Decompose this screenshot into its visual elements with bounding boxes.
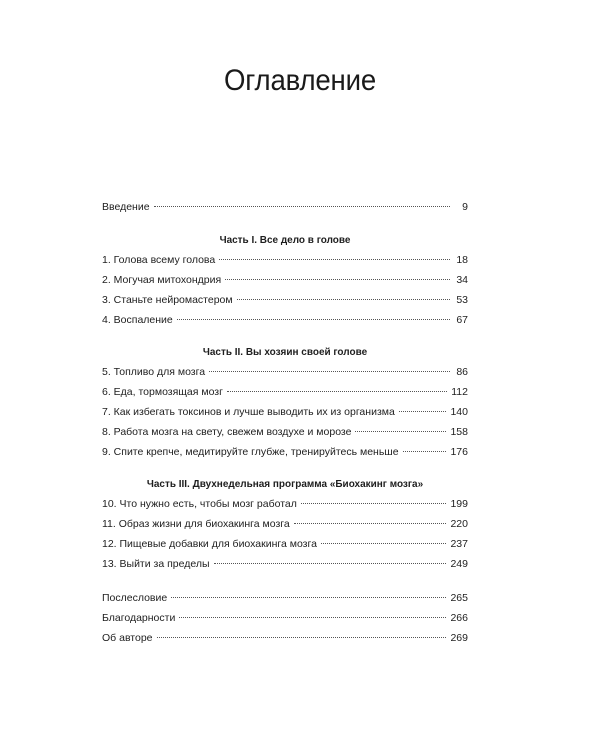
toc-page-number: 266 bbox=[450, 612, 468, 624]
toc-page-number: 86 bbox=[456, 366, 468, 378]
dot-leader bbox=[403, 451, 447, 452]
toc-entry-label: 3. Станьте нейромастером bbox=[102, 294, 233, 306]
dot-leader bbox=[301, 503, 447, 504]
toc-entry-back-matter bbox=[102, 588, 468, 608]
toc-entry-chapter bbox=[102, 382, 468, 402]
dot-leader bbox=[294, 523, 447, 524]
dot-leader bbox=[237, 299, 450, 300]
toc-page-number: 53 bbox=[456, 294, 468, 306]
toc-entry-back-matter bbox=[102, 608, 468, 628]
dot-leader bbox=[219, 259, 450, 260]
dot-leader bbox=[171, 597, 446, 598]
toc-entry-label: 9. Спите крепче, медитируйте глубже, тренируйтесь меньше bbox=[102, 446, 399, 458]
toc-entry-label: 1. Голова всему голова bbox=[102, 254, 216, 266]
toc-entry-chapter bbox=[102, 494, 468, 514]
dot-leader bbox=[177, 319, 450, 320]
toc-entry-chapter bbox=[102, 290, 468, 310]
toc-entry-chapter bbox=[102, 310, 468, 330]
toc-entry-label: 7. Как избегать токсинов и лучше выводить их из организма bbox=[102, 406, 395, 418]
toc-entry-label: 11. Образ жизни для биохакинга мозга bbox=[102, 518, 290, 530]
toc-entry-chapter bbox=[102, 442, 468, 462]
toc-entry-chapter bbox=[102, 514, 468, 534]
toc-page-number: 269 bbox=[450, 632, 468, 644]
toc-entry-label: Благодарности bbox=[102, 612, 176, 624]
toc-entry-chapter bbox=[102, 554, 468, 574]
part-heading-2: Часть II. Вы хозяин своей голове bbox=[202, 346, 368, 358]
toc-entry-chapter bbox=[102, 534, 468, 554]
toc-page-number: 249 bbox=[450, 558, 468, 570]
toc-entry-label: 6. Еда, тормозящая мозг bbox=[102, 386, 223, 398]
dot-leader bbox=[154, 206, 450, 207]
toc-entry-label: Послесловие bbox=[102, 592, 168, 604]
dot-leader bbox=[225, 279, 450, 280]
dot-leader bbox=[227, 391, 447, 392]
toc-page-number: 34 bbox=[456, 274, 468, 286]
toc-entry-back-matter bbox=[102, 628, 468, 648]
toc-page-number: 158 bbox=[450, 426, 468, 438]
toc-entry-label: Введение bbox=[102, 201, 150, 213]
toc-page-number: 9 bbox=[462, 201, 468, 213]
dot-leader bbox=[355, 431, 446, 432]
toc-entry-label: 13. Выйти за пределы bbox=[102, 558, 210, 570]
toc-entry-chapter bbox=[102, 270, 468, 290]
dot-leader bbox=[179, 617, 446, 618]
toc-entry-chapter bbox=[102, 402, 468, 422]
table-of-contents bbox=[102, 197, 468, 648]
dot-leader bbox=[399, 411, 447, 412]
toc-entry-label: 5. Топливо для мозга bbox=[102, 366, 206, 378]
toc-entry-label: 8. Работа мозга на свету, свежем воздухе и морозе bbox=[102, 426, 352, 438]
toc-entry-label: 2. Могучая митохондрия bbox=[102, 274, 222, 286]
toc-entry-label: 12. Пищевые добавки для биохакинга мозга bbox=[102, 538, 317, 550]
toc-entry-chapter bbox=[102, 422, 468, 442]
dot-leader bbox=[157, 637, 447, 638]
toc-entry-label: 10. Что нужно есть, чтобы мозг работал bbox=[102, 498, 297, 510]
toc-page-number: 199 bbox=[450, 498, 468, 510]
dot-leader bbox=[214, 563, 447, 564]
toc-entry-chapter bbox=[102, 250, 468, 270]
part-heading-1: Часть I. Все дело в голове bbox=[219, 234, 351, 246]
toc-page-number: 67 bbox=[456, 314, 468, 326]
toc-entry-label: Об авторе bbox=[102, 632, 153, 644]
toc-page-number: 18 bbox=[456, 254, 468, 266]
toc-page-number: 176 bbox=[450, 446, 468, 458]
toc-page-number: 265 bbox=[450, 592, 468, 604]
toc-entry-intro bbox=[102, 197, 468, 217]
toc-entry-chapter bbox=[102, 362, 468, 382]
toc-page-number: 112 bbox=[451, 386, 468, 398]
dot-leader bbox=[209, 371, 450, 372]
toc-page-number: 140 bbox=[450, 406, 468, 418]
toc-entry-label: 4. Воспаление bbox=[102, 314, 173, 326]
part-heading-3: Часть III. Двухнедельная программа «Биохакинг мозга» bbox=[146, 478, 424, 490]
dot-leader bbox=[321, 543, 447, 544]
toc-page-number: 220 bbox=[450, 518, 468, 530]
page-title: Оглавление bbox=[223, 64, 377, 97]
toc-page-number: 237 bbox=[450, 538, 468, 550]
